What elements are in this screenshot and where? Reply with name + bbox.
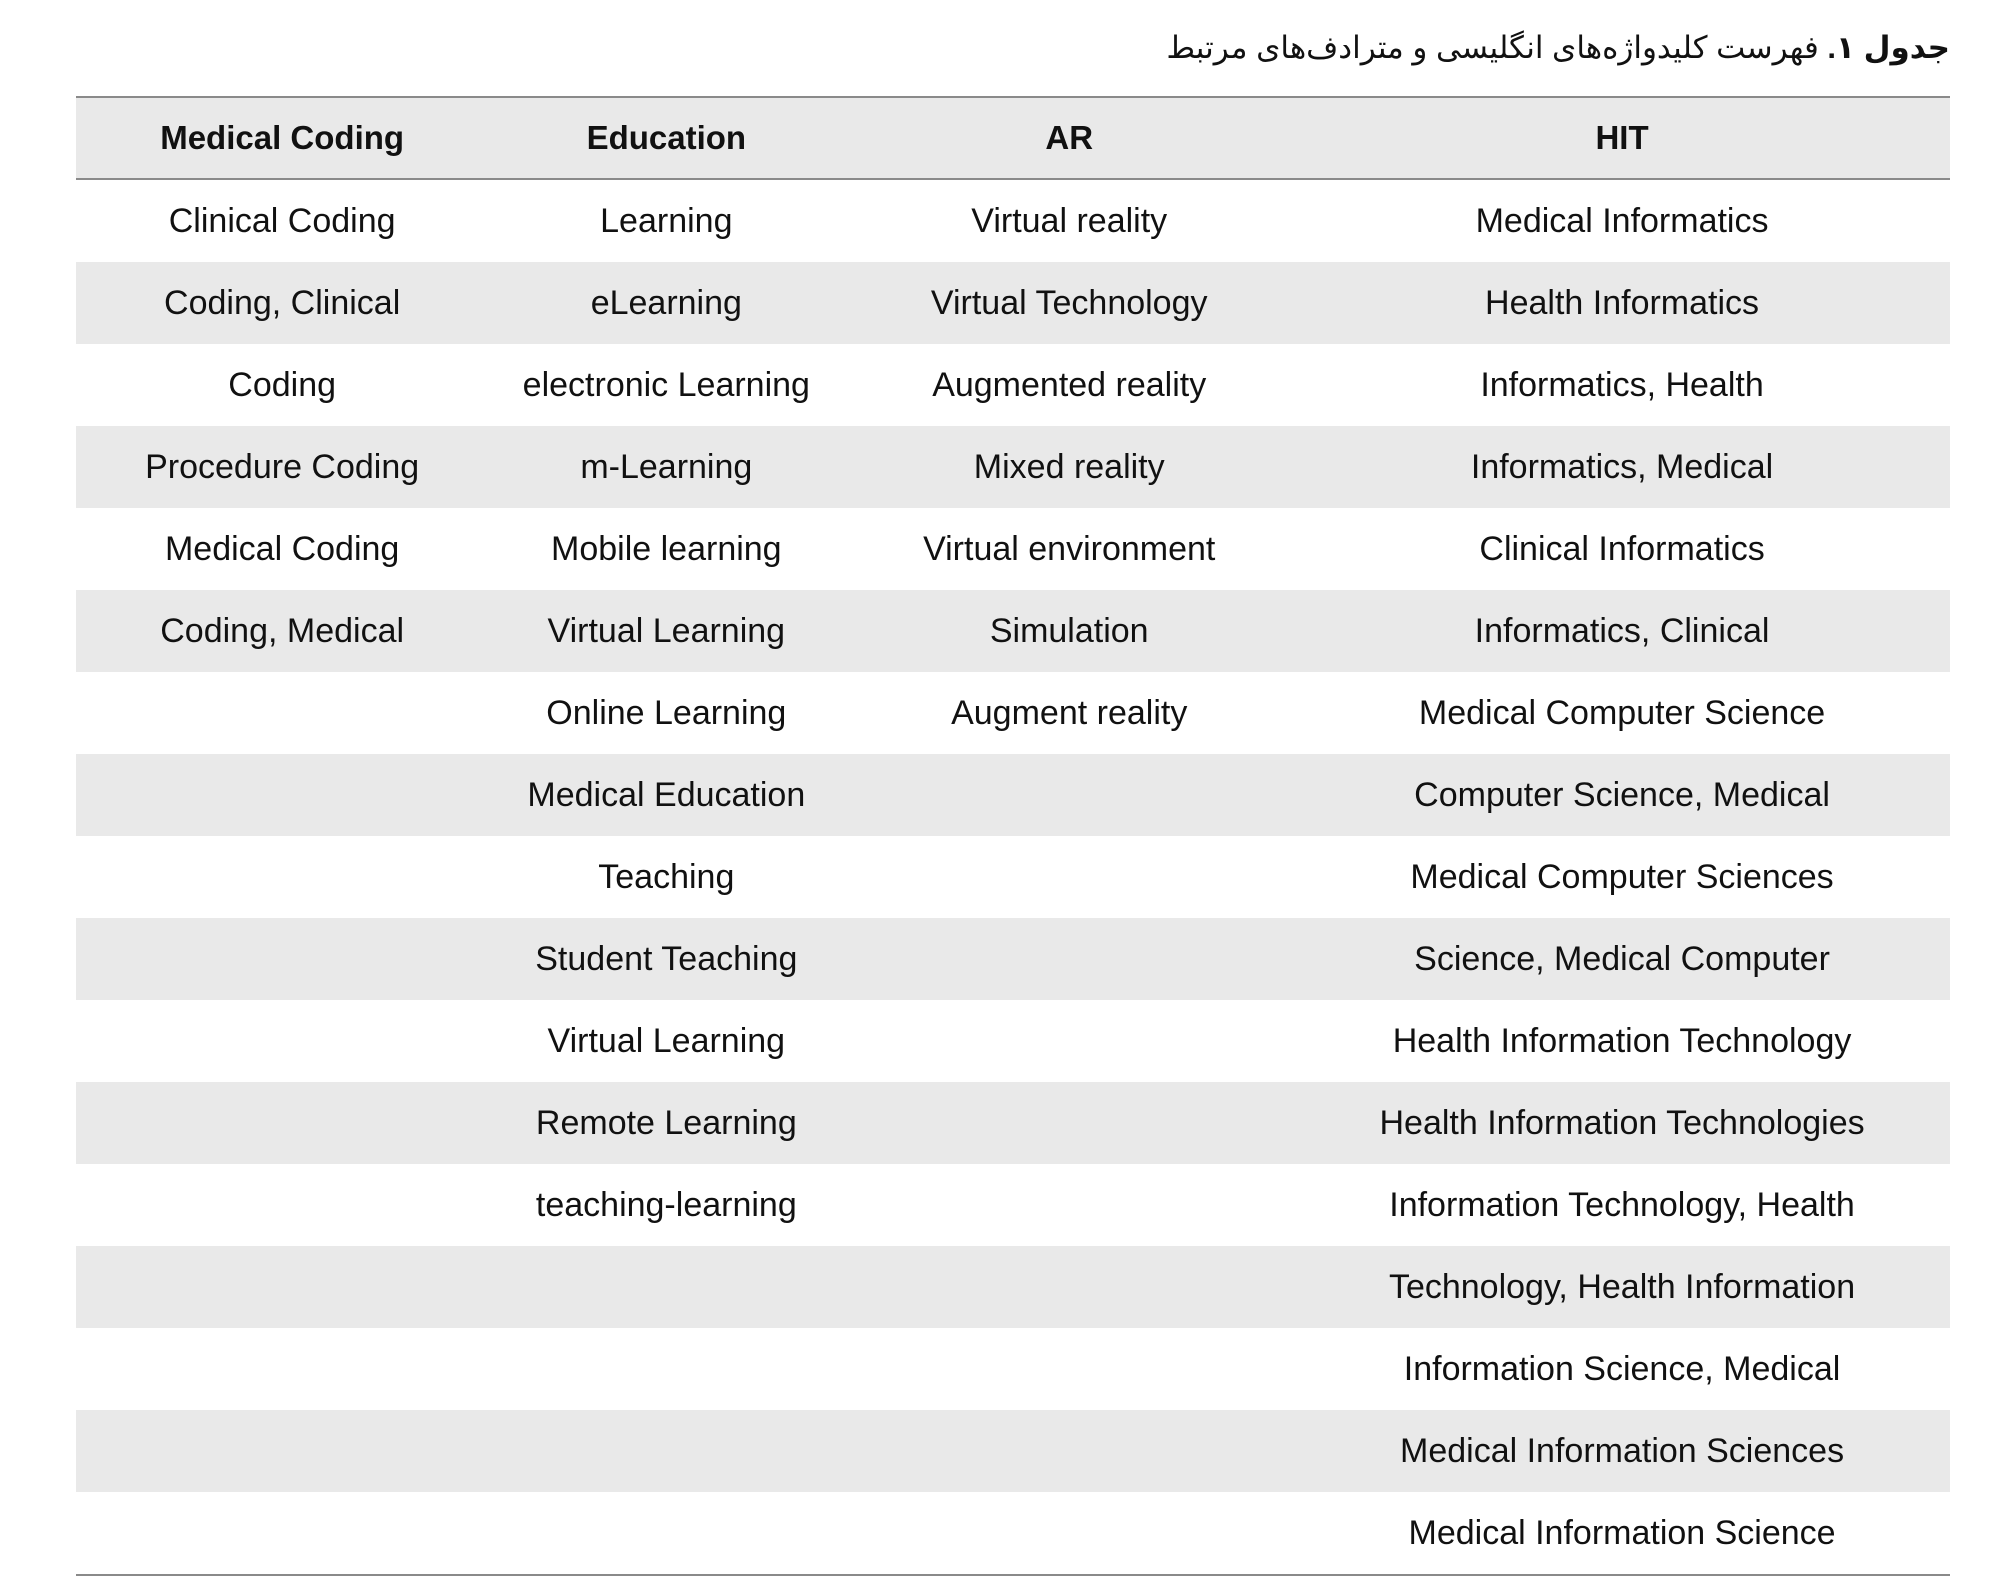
column-header-hit: HIT [1595,119,1649,156]
table-cell-education: Virtual Learning [547,611,786,650]
table-row [76,1164,1950,1246]
table-row [76,508,1950,590]
table-cell-education [488,1492,844,1575]
table-cell-hit: Health Informatics [1485,283,1760,322]
table-cell-medical-coding [76,1164,488,1246]
table-row [76,1492,1950,1575]
column-header-education: Education [586,119,747,156]
table-row [76,1000,1950,1082]
table-cell-ar [844,754,1294,836]
table-row [76,1328,1950,1410]
table-row [76,262,1950,344]
table-cell-hit: Medical Informatics [1475,201,1769,240]
table-cell-ar: Mixed reality [973,447,1165,486]
table-cell-medical-coding [76,1000,488,1082]
table-cell-education: Remote Learning [535,1103,797,1142]
table-cell-medical-coding: Medical Coding [164,529,400,568]
table-cell-ar: Augmented reality [932,365,1207,404]
table-cell-education: Learning [600,201,733,240]
table-row [76,1082,1950,1164]
table-cell-medical-coding [76,1082,488,1164]
table-cell-ar [844,1164,1294,1246]
table-cell-education: teaching-learning [535,1185,797,1224]
table-row [76,1410,1950,1492]
table-cell-medical-coding [76,1328,488,1410]
table-cell-ar [844,1328,1294,1410]
table-cell-hit: Science, Medical Computer [1414,939,1830,978]
column-header-ar: AR [1045,119,1094,156]
table-row [76,836,1950,918]
table-cell-medical-coding: Procedure Coding [145,447,420,486]
table-cell-medical-coding: Clinical Coding [168,201,396,240]
keyword-table-container [76,96,1950,1576]
table-cell-ar [844,918,1294,1000]
table-cell-medical-coding: Coding, Clinical [164,283,401,322]
table-row [76,179,1950,262]
table-cell-education [488,1246,844,1328]
table-cell-medical-coding: Coding [228,365,337,404]
table-row [76,1246,1950,1328]
table-cell-medical-coding [76,672,488,754]
table-row [76,590,1950,672]
caption-text: فهرست کلیدواژه‌های انگلیسی و مترادف‌های مرتبط [1166,30,1828,65]
table-cell-hit: Technology, Health Information [1388,1267,1856,1306]
table-cell-education: Online Learning [546,693,787,732]
table-cell-education: Medical Education [527,775,806,814]
table-cell-hit: Health Information Technologies [1379,1103,1865,1142]
table-row [76,918,1950,1000]
table-cell-ar: Virtual environment [923,529,1216,568]
table-cell-hit: Medical Computer Sciences [1410,857,1834,896]
keyword-table [76,96,1950,1576]
table-cell-education [488,1410,844,1492]
table-cell-education [488,1328,844,1410]
table-cell-hit: Health Information Technology [1392,1021,1852,1060]
table-cell-hit: Informatics, Health [1480,365,1764,404]
table-cell-hit: Medical Information Sciences [1400,1431,1845,1470]
table-cell-ar: Augment reality [951,693,1188,732]
table-header-row [76,97,1950,179]
table-body [76,179,1950,1575]
table-cell-hit: Informatics, Clinical [1474,611,1770,650]
table-cell-ar [844,1410,1294,1492]
table-cell-medical-coding [76,1410,488,1492]
table-cell-ar: Simulation [989,611,1149,650]
table-cell-hit: Medical Information Science [1408,1513,1836,1552]
table-cell-education: Mobile learning [551,529,782,568]
table-cell-ar [844,1000,1294,1082]
table-cell-hit: Information Science, Medical [1403,1349,1841,1388]
table-cell-education: m-Learning [580,447,753,486]
table-cell-ar [844,1082,1294,1164]
table-cell-education: Virtual Learning [547,1021,786,1060]
table-cell-ar: Virtual reality [971,201,1168,240]
table-cell-hit: Clinical Informatics [1479,529,1765,568]
column-header-medical-coding: Medical Coding [160,119,405,156]
table-cell-ar [844,836,1294,918]
table-cell-medical-coding [76,1246,488,1328]
table-row [76,672,1950,754]
table-caption [1166,24,1950,72]
table-cell-ar [844,1246,1294,1328]
table-cell-medical-coding [76,754,488,836]
table-cell-medical-coding [76,836,488,918]
caption-label: جدول ۱. [1827,30,1950,65]
table-cell-education: electronic Learning [522,365,810,404]
table-cell-education: Teaching [598,857,735,896]
table-row [76,754,1950,836]
table-cell-medical-coding: Coding, Medical [160,611,405,650]
table-cell-education: Student Teaching [535,939,798,978]
table-cell-medical-coding [76,1492,488,1575]
table-row [76,344,1950,426]
table-cell-education: eLearning [590,283,742,322]
table-cell-hit: Medical Computer Science [1418,693,1826,732]
table-cell-ar [844,1492,1294,1575]
table-cell-ar: Virtual Technology [930,283,1208,322]
table-row [76,426,1950,508]
table-cell-hit: Informatics, Medical [1470,447,1774,486]
table-cell-medical-coding [76,918,488,1000]
table-cell-hit: Information Technology, Health [1389,1185,1855,1224]
table-cell-hit: Computer Science, Medical [1414,775,1830,814]
